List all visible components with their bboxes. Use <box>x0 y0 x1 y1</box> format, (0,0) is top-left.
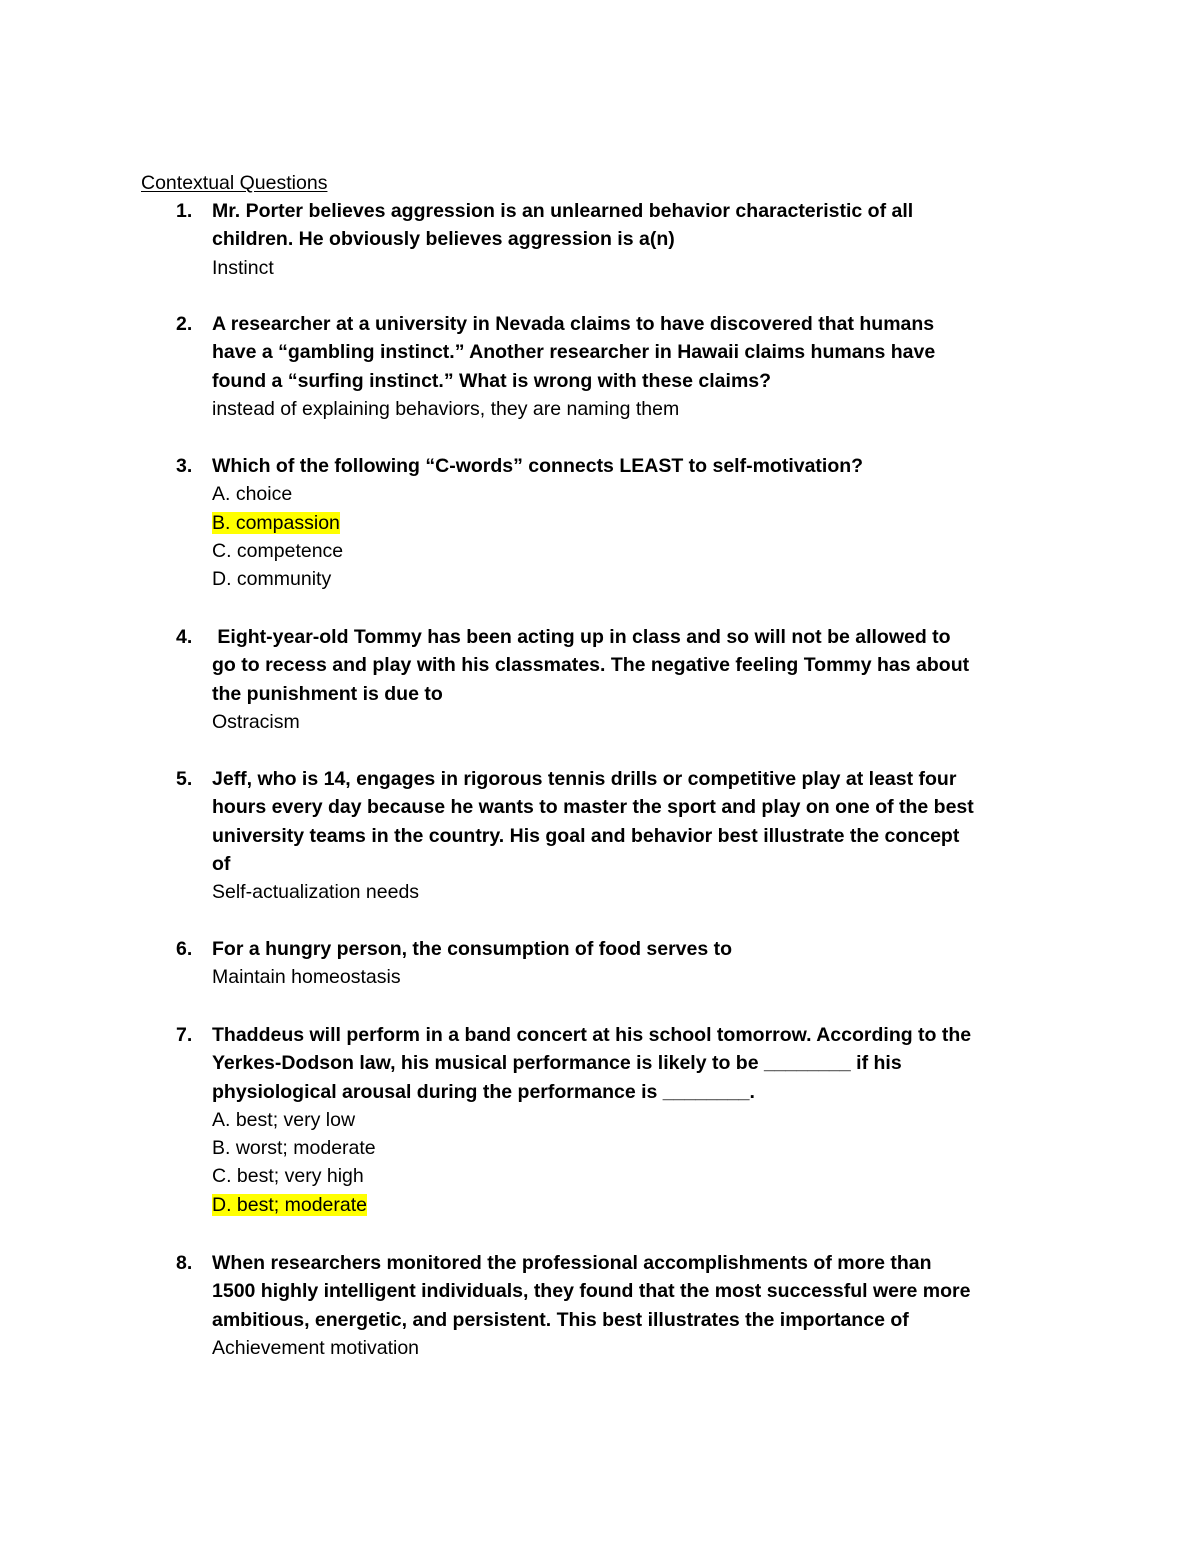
answer-text: Achievement motivation <box>212 1336 420 1359</box>
option-b-highlighted <box>212 509 1076 537</box>
option-a <box>212 480 1076 508</box>
question-text-line: Which of the following “C-words” connects LEAST to self-motivation? <box>212 455 864 477</box>
question-number: 7. <box>176 1024 193 1046</box>
question-text-line: go to recess and play with his classmates. The negative feeling Tommy has about <box>212 654 970 677</box>
question-number: 4. <box>176 626 193 648</box>
question-text-line: When researchers monitored the professional accomplishments of more than <box>212 1252 932 1274</box>
option-a <box>212 1106 1076 1134</box>
option-label: A. best; very low <box>212 1108 356 1131</box>
question-text-line: hours every day because he wants to master the sport and play on one of the best <box>212 796 974 819</box>
question-text-line: Thaddeus will perform in a band concert at his school tomorrow. According to the <box>212 1024 972 1046</box>
answer-text: instead of explaining behaviors, they are naming them <box>212 397 680 420</box>
question-1 <box>176 197 1076 282</box>
question-6 <box>176 935 1076 992</box>
question-text-line: the punishment is due to <box>212 682 443 705</box>
question-text-line: of <box>212 852 231 875</box>
option-label: C. competence <box>212 539 344 562</box>
option-c <box>212 537 1076 565</box>
question-text-line: found a “surfing instinct.” What is wrong with these claims? <box>212 369 772 392</box>
question-text-line: Eight-year-old Tommy has been acting up in class and so will not be allowed to <box>217 626 951 648</box>
option-b <box>212 1134 1076 1162</box>
question-text-line: have a “gambling instinct.” Another researcher in Hawaii claims humans have <box>212 341 936 364</box>
option-label: D. community <box>212 568 332 591</box>
question-2 <box>176 310 1076 423</box>
page-title: Contextual Questions <box>141 172 328 194</box>
question-number: 1. <box>176 200 193 222</box>
question-text-line: 1500 highly intelligent individuals, they found that the most successful were more <box>212 1280 971 1303</box>
option-c <box>212 1162 1076 1190</box>
question-number: 2. <box>176 313 193 335</box>
question-text-line: Jeff, who is 14, engages in rigorous tennis drills or competitive play at least four <box>212 768 957 790</box>
question-text-line: For a hungry person, the consumption of food serves to <box>212 938 733 960</box>
question-text-line: Yerkes-Dodson law, his musical performance is likely to be ________ if his <box>212 1052 902 1075</box>
question-text-line: ambitious, energetic, and persistent. This best illustrates the importance of <box>212 1308 909 1331</box>
question-5 <box>176 765 1076 906</box>
question-3 <box>176 452 1076 593</box>
question-8 <box>176 1249 1076 1362</box>
option-label: A. choice <box>212 483 293 506</box>
question-number: 5. <box>176 768 193 790</box>
highlighted-answer: B. compassion <box>212 511 340 534</box>
question-7 <box>176 1021 1076 1219</box>
answer-text: Instinct <box>212 256 274 279</box>
option-d <box>212 565 1076 593</box>
question-number: 8. <box>176 1252 193 1274</box>
highlighted-answer: D. best; moderate <box>212 1193 367 1216</box>
question-text-line: Mr. Porter believes aggression is an unlearned behavior characteristic of all <box>212 200 914 222</box>
answer-text: Maintain homeostasis <box>212 966 401 989</box>
option-label: B. worst; moderate <box>212 1137 376 1160</box>
question-text-line: university teams in the country. His goal and behavior best illustrate the concept <box>212 824 960 847</box>
question-4 <box>176 623 1076 736</box>
question-number: 3. <box>176 455 193 477</box>
question-text-line: physiological arousal during the performance is ________. <box>212 1080 755 1103</box>
answer-text: Self-actualization needs <box>212 881 420 904</box>
question-text-line: children. He obviously believes aggression is a(n) <box>212 228 675 251</box>
question-number: 6. <box>176 938 193 960</box>
option-label: C. best; very high <box>212 1165 364 1188</box>
option-d-highlighted <box>212 1191 1076 1219</box>
question-text-line: A researcher at a university in Nevada claims to have discovered that humans <box>212 313 935 335</box>
answer-text: Ostracism <box>212 710 300 733</box>
